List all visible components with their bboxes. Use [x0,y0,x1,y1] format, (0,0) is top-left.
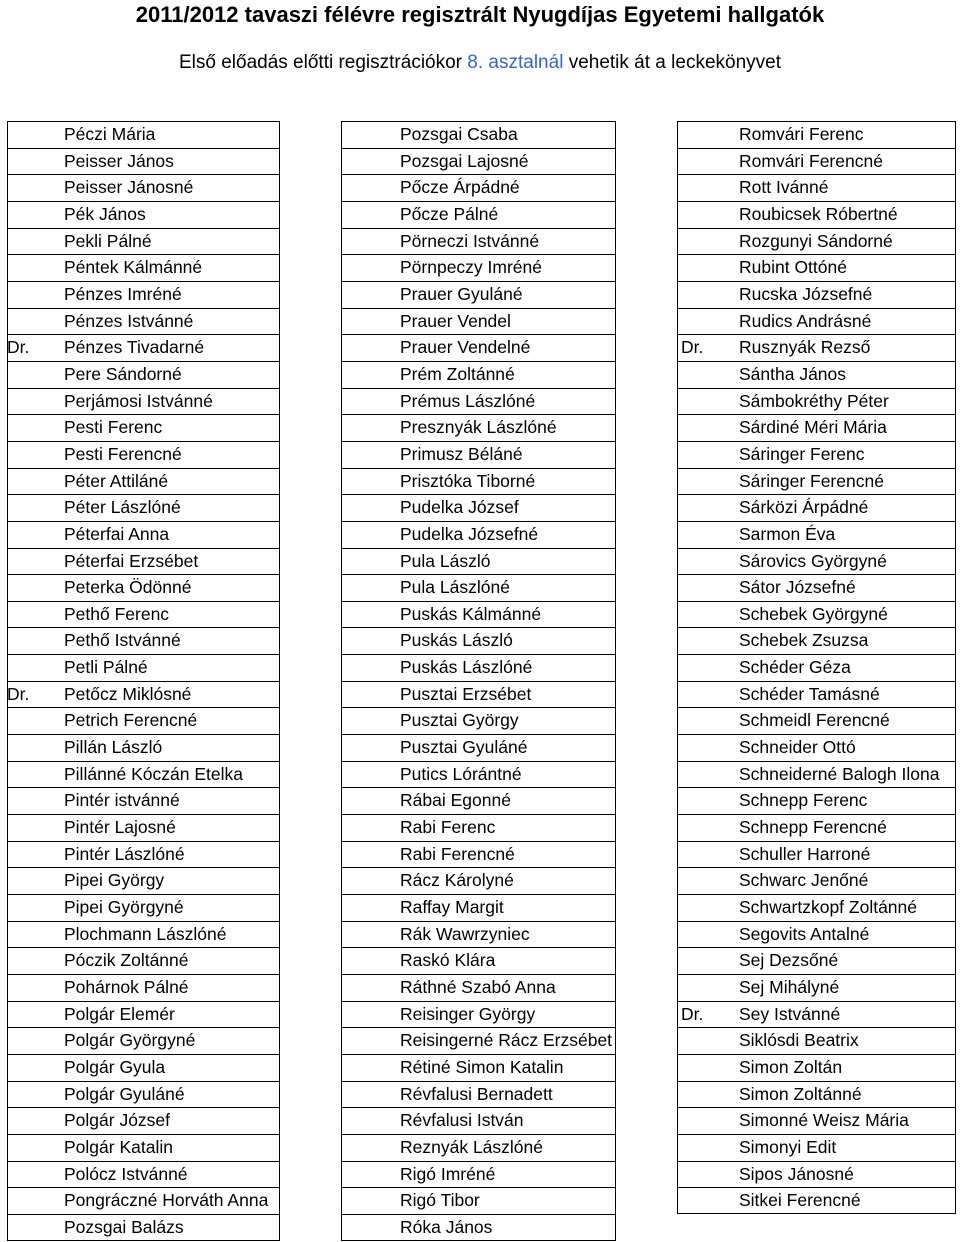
person-name: Pusztai György [400,710,519,731]
person-name: Rigó Imréné [400,1163,496,1184]
title-prefix: Dr. [681,1003,704,1024]
person-name: Rácz Károlyné [400,870,514,891]
person-name: Péterfai Erzsébet [64,550,199,571]
person-name: Pere Sándorné [64,363,182,384]
list-item [0,601,960,628]
person-name: Presznyák Lászlóné [400,417,557,438]
person-name: Siklósdi Beatrix [739,1030,859,1051]
person-name: Petli Pálné [64,657,148,678]
person-name: Pethő Istvánné [64,630,181,651]
person-name: Petőcz Miklósné [64,683,192,704]
person-name: Róka János [400,1216,493,1237]
person-name: Raffay Margit [400,897,504,918]
person-name: Schnepp Ferenc [739,790,868,811]
list-item [0,468,960,495]
person-name: Segovits Antalné [739,923,870,944]
person-name: Révfalusi Bernadett [400,1083,553,1104]
list-item [0,1214,960,1241]
list-item [0,1054,960,1081]
person-name: Rubint Ottóné [739,257,847,278]
person-name: Rétiné Simon Katalin [400,1056,564,1077]
person-name: Pörneczi Istvánné [400,230,540,251]
person-name: Prém Zoltánné [400,363,515,384]
list-item [0,574,960,601]
person-name: Simon Zoltánné [739,1083,862,1104]
person-name: Schéder Tamásné [739,683,880,704]
list-item [0,494,960,521]
person-name: Simonné Weisz Mária [739,1110,909,1131]
page-title: 2011/2012 tavaszi félévre regisztrált Nyugdíjas Egyetemi hallgatók [135,2,825,27]
person-name: Simonyi Edit [739,1136,837,1157]
person-name: Sáringer Ferencné [739,470,884,491]
name-column-3 [0,121,960,1214]
list-item [0,254,960,281]
person-name: Pekli Pálné [64,230,152,251]
person-name: Pusztai Gyuláné [400,737,528,758]
person-name: Plochmann Lászlóné [64,923,227,944]
person-name: Sántha János [739,363,847,384]
person-name: Polgár József [64,1110,171,1131]
list-item [0,1187,960,1214]
list-item [0,974,960,1001]
person-name: Pipei György [64,870,165,891]
list-item [0,1001,960,1028]
person-name: Petrich Ferencné [64,710,198,731]
person-name: Pongráczné Horváth Anna [64,1190,269,1211]
person-name: Peterka Ödönné [64,577,192,598]
list-item [0,361,960,388]
list-item [0,1081,960,1108]
person-name: Rusznyák Rezső [739,337,871,358]
person-name: Reznyák Lászlóné [400,1136,543,1157]
person-name: Pillánné Kóczán Etelka [64,763,243,784]
person-name: Sarmon Éva [739,523,836,544]
person-name: Pudelka József [400,497,519,518]
person-name: Prauer Vendelné [400,337,531,358]
person-name: Pohárnok Pálné [64,977,189,997]
person-name: Puskás László [400,630,513,651]
person-name: Pénzes Imréné [64,283,182,304]
person-name: Rigó Tibor [400,1190,480,1211]
person-name: Péntek Kálmánné [64,257,203,278]
person-name: Schnepp Ferencné [739,817,887,838]
title-prefix: Dr. [7,337,30,358]
person-name: Pőcze Pálné [400,203,499,224]
list-item [0,121,960,148]
list-item [0,921,960,948]
person-name: Schneiderné Balogh Ilona [739,763,940,784]
subtitle-text-end: vehetik át a leckekönyvet [563,52,781,73]
person-name: Péter Attiláné [64,470,169,491]
list-item [0,761,960,788]
person-name: Rábai Egonné [400,790,511,811]
person-name: Polgár Katalin [64,1136,173,1157]
person-name: Ráthné Szabó Anna [400,977,556,997]
person-name: Rabi Ferencné [400,843,515,864]
person-name: Peisser Jánosné [64,177,194,198]
page-subtitle [0,51,960,75]
person-name: Sej Mihályné [739,977,840,997]
person-name: Pesti Ferencné [64,443,182,464]
list-item [0,441,960,468]
list-item [0,681,960,708]
person-name: Péter Lászlóné [64,497,181,518]
person-name: Pék János [64,203,146,224]
list-item [0,787,960,814]
person-name: Primusz Béláné [400,443,523,464]
person-name: Simon Zoltán [739,1056,843,1077]
person-name: Sitkei Ferencné [739,1190,861,1211]
list-item [0,947,960,974]
person-name: Rudics Andrásné [739,310,872,331]
subtitle-highlight: 8. asztalnál [467,52,564,73]
list-item [0,548,960,575]
person-name: Puskás Kálmánné [400,603,542,624]
person-name: Raskó Klára [400,950,496,971]
person-name: Sárovics Györgyné [739,550,887,571]
person-name: Schuller Harroné [739,843,871,864]
person-name: Pénzes Tivadarné [64,337,205,358]
person-name: Rák Wawrzyniec [400,923,530,944]
person-name: Révfalusi István [400,1110,524,1131]
person-name: Pillán László [64,737,163,758]
person-name: Póczik Zoltánné [64,950,189,971]
person-name: Schneider Ottó [739,737,856,758]
person-name: Sárdiné Méri Mária [739,417,887,438]
person-name: Prisztóka Tiborné [400,470,536,491]
person-name: Polgár Györgyné [64,1030,196,1051]
list-item [0,174,960,201]
list-item [0,707,960,734]
person-name: Sámbokréthy Péter [739,390,889,411]
person-name: Péterfai Anna [64,523,170,544]
person-name: Perjámosi Istvánné [64,390,213,411]
person-name: Polgár Elemér [64,1003,175,1024]
list-item [0,414,960,441]
subtitle-text-start: Első előadás előtti regisztrációkor [178,52,468,73]
list-item [0,148,960,175]
person-name: Rozgunyi Sándorné [739,230,893,251]
person-name: Prauer Vendel [400,310,511,331]
person-name: Schéder Géza [739,657,851,678]
person-name: Pethő Ferenc [64,603,170,624]
title-prefix: Dr. [7,683,30,704]
person-name: Pusztai Erzsébet [400,683,532,704]
list-item [0,521,960,548]
list-item [0,334,960,361]
list-item [0,1161,960,1188]
person-name: Pőcze Árpádné [400,177,520,198]
person-name: Pipei Györgyné [64,897,184,918]
person-name: Schebek Györgyné [739,603,888,624]
person-name: Polgár Gyuláné [64,1083,185,1104]
list-item [0,201,960,228]
list-item [0,308,960,335]
person-name: Pintér Lászlóné [64,843,185,864]
person-name: Rabi Ferenc [400,817,496,838]
person-name: Pula Lászlóné [400,577,510,598]
person-name: Sátor Józsefné [739,577,856,598]
person-name: Schwarc Jenőné [739,870,869,891]
list-item [0,1027,960,1054]
person-name: Putics Lórántné [400,763,522,784]
person-name: Rott Ivánné [739,177,829,198]
person-name: Pudelka Józsefné [400,523,539,544]
person-name: Romvári Ferencné [739,150,883,171]
list-item [0,814,960,841]
person-name: Sipos Jánosné [739,1163,854,1184]
person-name: Sej Dezsőné [739,950,839,971]
person-name: Peisser János [64,150,174,171]
person-name: Sáringer Ferenc [739,443,865,464]
list-item [0,1107,960,1134]
person-name: Pozsgai Balázs [64,1216,184,1237]
person-name: Schwartzkopf Zoltánné [739,897,918,918]
list-item [0,894,960,921]
person-name: Sey Istvánné [739,1003,841,1024]
list-item [0,654,960,681]
list-item [0,841,960,868]
list-item [0,1134,960,1161]
list-item [0,867,960,894]
person-name: Polócz Istvánné [64,1163,188,1184]
person-name: Schebek Zsuzsa [739,630,869,651]
person-name: Polgár Gyula [64,1056,166,1077]
list-item [0,281,960,308]
person-name: Pozsgai Csaba [400,124,518,144]
list-item [0,734,960,761]
title-prefix: Dr. [681,337,704,358]
person-name: Pintér istvánné [64,790,180,811]
person-name: Rucska Józsefné [739,283,873,304]
person-name: Pintér Lajosné [64,817,176,838]
person-name: Sárközi Árpádné [739,497,869,518]
list-item [0,627,960,654]
person-name: Péczi Mária [64,124,156,144]
person-name: Prémus Lászlóné [400,390,536,411]
person-name: Puskás Lászlóné [400,657,533,678]
person-name: Pörnpeczy Imréné [400,257,543,278]
person-name: Pozsgai Lajosné [400,150,529,171]
person-name: Schmeidl Ferencné [739,710,890,731]
list-item [0,388,960,415]
person-name: Reisingerné Rácz Erzsébet [400,1030,613,1051]
person-name: Prauer Gyuláné [400,283,523,304]
person-name: Pesti Ferenc [64,417,163,438]
person-name: Pula László [400,550,491,571]
person-name: Roubicsek Róbertné [739,203,898,224]
person-name: Pénzes Istvánné [64,310,194,331]
person-name: Romvári Ferenc [739,124,864,144]
list-item [0,228,960,255]
person-name: Reisinger György [400,1003,536,1024]
